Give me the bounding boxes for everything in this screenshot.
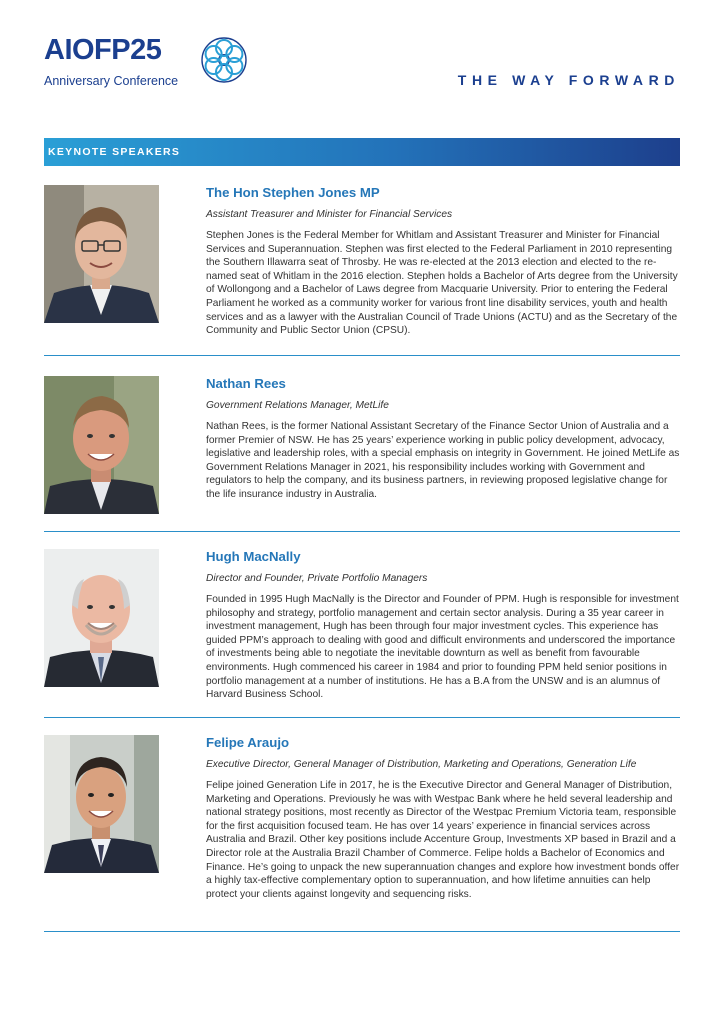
speaker-card [44,735,680,920]
page-header [0,0,724,110]
speaker-bio: Stephen Jones is the Federal Member for Whitlam and Assistant Treasurer and Minister for Financial Services and Superannuation. Stephen was first elected to the Federal Parliament in 2010 representing the Southern Illawarra seat of Throsby. He was re-elected at the 2013 election and elected to the re-named seat of Whitlam in the 2016 election. Stephen holds a Bachelor of Arts degree from the University of Wollongong and a Bachelor of Laws degree from Macquarie University. Prior to entering the Federal Parliament he worked as a community worker for various front line disability services, youth and health services and as a lawyer with the Australian Council of Trade Unions (ACTU) and as the Secretary of the Community and Public Sector Union (CPSU). [206,230,678,337]
section-banner [44,138,680,166]
speaker-role: Executive Director, General Manager of Distribution, Marketing and Operations, Generation Life [206,759,637,770]
speaker-name: The Hon Stephen Jones MP [206,185,380,200]
speaker-bio: Founded in 1995 Hugh MacNally is the Director and Founder of PPM. Hugh is responsible for investment philosophy and strategy, portfolio management and certain sector analysis. During a 35 year career in investment management, Hugh has been through four major investment cycles. This experience has guided PPM’s approach to dealing with good and difficult environments and underscored the importance of investments being able to negotiate the inevitable downturn as well as benefit from favourable environments. Hugh commenced his career in 1984 and prior to founding PPM held senior positions in portfolio management at a number of institutions. He has a B.A from the UNSW and is an alumnus of Harvard Business School. [206,594,679,701]
speaker-bio: Nathan Rees, is the former National Assistant Secretary of the Finance Sector Union of Australia and a former Premier of NSW. He has 25 years’ experience working in public policy development, advocacy, legislative and leadership roles, with a special emphasis on integrity in Government. He joined MetLife as Government Relations Manager in 2021, his responsibility includes working with Government and regulators to help the company, and its business partners, in reviewing proposed legislative change for the life insurance industry in Australia. [206,421,680,500]
speaker-photo [44,549,159,687]
speaker-card [44,549,680,704]
speaker-name: Hugh MacNally [206,549,301,564]
logo-subtitle: Anniversary Conference [44,74,179,88]
speaker-role: Government Relations Manager, MetLife [206,400,389,411]
speaker-photo [44,376,159,514]
logo-wordmark: AIOFP25 [44,34,162,66]
divider [44,355,680,356]
speaker-role: Assistant Treasurer and Minister for Financial Services [206,209,453,220]
section-title: KEYNOTE SPEAKERS [48,146,181,158]
speaker-card [44,185,680,340]
speaker-role: Director and Founder, Private Portfolio Managers [206,573,428,584]
divider [44,531,680,532]
tagline: THE WAY FORWARD [457,72,680,88]
aiofp-logo [44,34,264,94]
speaker-name: Felipe Araujo [206,735,290,750]
rosette-icon [198,34,250,86]
speaker-card [44,376,680,516]
divider [44,717,680,718]
speaker-photo [44,185,159,323]
divider [44,931,680,932]
speaker-name: Nathan Rees [206,376,286,391]
speaker-bio: Felipe joined Generation Life in 2017, he is the Executive Director and General Manager of Distribution, Marketing and Operations. Previously he was with Westpac Bank where he held several leadership and national strategy positions, most recently as Director of the Westpac Premium Victoria team, responsible for the first acquisition focused team. He has over 14 years’ experience in financial services across Australia and Brazil. Other key positions include Accenture Group, Investments XP based in Brazil and a Director role at the Australia Brazil Chamber of Commerce. Felipe holds a Bachelor of Economics and Finance. He’s going to unpack the new superannuation changes and explore how investment bonds offer a highly tax-effective complementary option to superannuation, and how lifetime annuities can help protect your clients against longevity and sequencing risks. [206,780,680,900]
speaker-photo [44,735,159,873]
